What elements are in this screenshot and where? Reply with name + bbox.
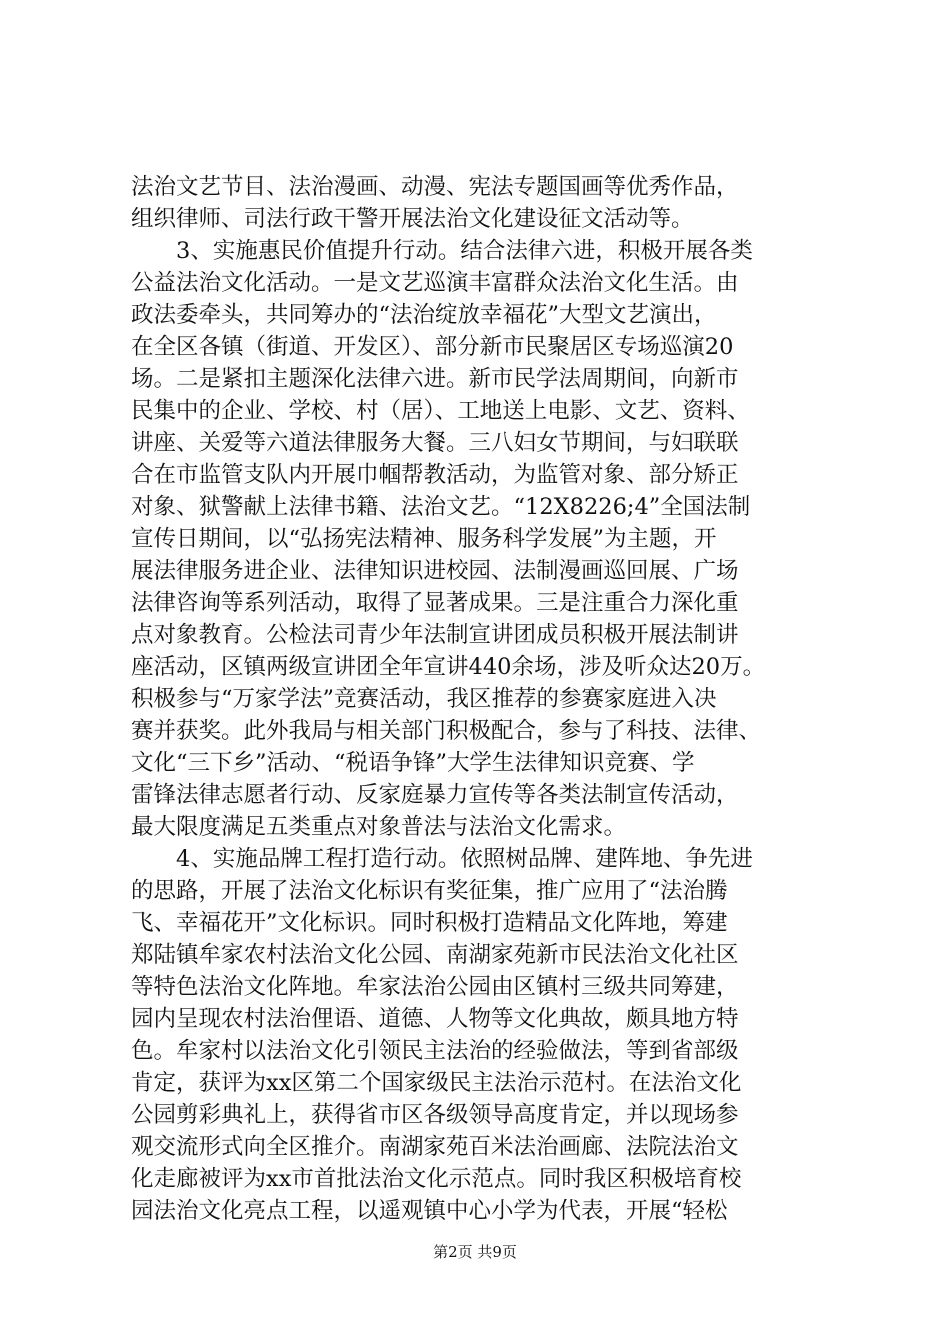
text-line: 对象、狱警献上法律书籍、法治文艺。“12X8226;4”全国法制	[131, 494, 751, 520]
text-line: 讲座、关爱等六道法律服务大餐。三八妇女节期间，与妇联联	[131, 430, 739, 456]
text-line: 等特色法治文化阵地。牟家法治公园由区镇村三级共同筹建，	[131, 974, 739, 1000]
text-line: 组织律师、司法行政干警开展法治文化建设征文活动等。	[131, 206, 694, 232]
text-line: 座活动，区镇两级宣讲团全年宣讲440余场，涉及听众达20万。	[131, 654, 766, 680]
paragraph-start-line: 3、实施惠民价值提升行动。结合法律六进，积极开展各类	[176, 238, 753, 264]
text-line: 点对象教育。公检法司青少年法制宣讲团成员积极开展法制讲	[131, 622, 739, 648]
text-line: 文化“三下乡”活动、“税语争锋”大学生法律知识竞赛、学	[131, 750, 695, 776]
text-line: 展法律服务进企业、法律知识进校园、法制漫画巡回展、广场	[131, 558, 739, 584]
text-line: 园法治文化亮点工程，以遥观镇中心小学为代表，开展“轻松	[131, 1198, 728, 1224]
page-number-footer: 第2页 共9页	[433, 1243, 517, 1261]
text-line: 化走廊被评为xx市首批法治文化示范点。同时我区积极培育校	[131, 1166, 742, 1192]
text-line: 的思路，开展了法治文化标识有奖征集，推广应用了“法治腾	[131, 878, 728, 904]
text-line: 法律咨询等系列活动，取得了显著成果。三是注重合力深化重	[131, 590, 739, 616]
text-line: 肯定，获评为xx区第二个国家级民主法治示范村。在法治文化	[131, 1070, 742, 1096]
text-line: 积极参与“万家学法”竞赛活动，我区推荐的参赛家庭进入决	[131, 686, 717, 712]
text-line: 观交流形式向全区推介。南湖家苑百米法治画廊、法院法治文	[131, 1134, 739, 1160]
body-text	[131, 171, 831, 1227]
text-line: 场。二是紧扣主题深化法律六进。新市民学法周期间，向新市	[131, 366, 739, 392]
text-line: 民集中的企业、学校、村（居）、工地送上电影、文艺、资料、	[131, 398, 750, 424]
text-line: 最大限度满足五类重点对象普法与法治文化需求。	[131, 814, 627, 840]
text-line: 在全区各镇（街道、开发区）、部分新市民聚居区专场巡演20	[131, 334, 734, 360]
text-line: 合在市监管支队内开展巾帼帮教活动，为监管对象、部分矫正	[131, 462, 739, 488]
text-line: 郑陆镇牟家农村法治文化公园、南湖家苑新市民法治文化社区	[131, 942, 739, 968]
text-line: 公园剪彩典礼上，获得省市区各级领导高度肯定，并以现场参	[131, 1102, 739, 1128]
text-line: 法治文艺节目、法治漫画、动漫、宪法专题国画等优秀作品，	[131, 174, 739, 200]
paragraph-start-line: 4、实施品牌工程打造行动。依照树品牌、建阵地、争先进	[176, 846, 753, 872]
text-line: 政法委牵头，共同筹办的“法治绽放幸福花”大型文艺演出，	[131, 302, 717, 328]
text-line: 赛并获奖。此外我局与相关部门积极配合，参与了科技、法律、	[131, 718, 762, 744]
text-line: 公益法治文化活动。一是文艺巡演丰富群众法治文化生活。由	[131, 270, 739, 296]
text-line: 园内呈现农村法治俚语、道德、人物等文化典故，颇具地方特	[131, 1006, 739, 1032]
text-line: 雷锋法律志愿者行动、反家庭暴力宣传等各类法制宣传活动，	[131, 782, 739, 808]
text-line: 宣传日期间，以“弘扬宪法精神、服务科学发展”为主题，开	[131, 526, 717, 552]
text-line: 飞、幸福花开”文化标识。同时积极打造精品文化阵地，筹建	[131, 910, 728, 936]
text-line: 色。牟家村以法治文化引领民主法治的经验做法，等到省部级	[131, 1038, 739, 1064]
